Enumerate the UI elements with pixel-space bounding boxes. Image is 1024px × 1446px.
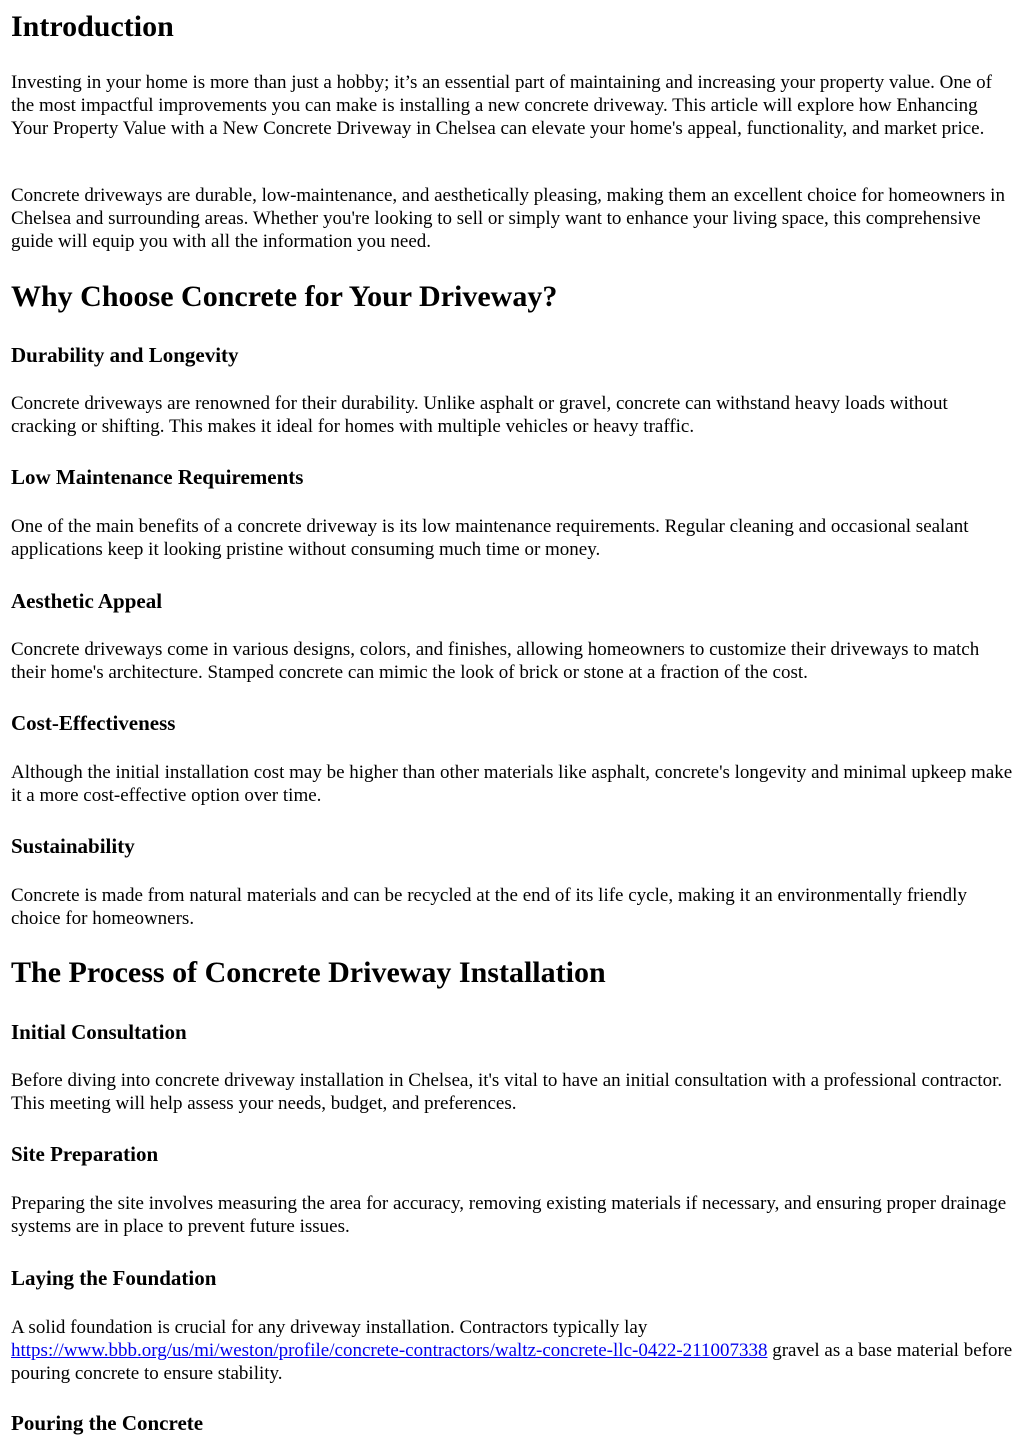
foundation-text-before: A solid foundation is crucial for any driveway installation. Contractors typically lay	[11, 1317, 648, 1338]
heading-sustainability: Sustainability	[11, 834, 135, 858]
heading-cost-effectiveness: Cost-Effectiveness	[11, 711, 176, 735]
heading-low-maintenance: Low Maintenance Requirements	[11, 465, 304, 489]
heading-introduction: Introduction	[11, 10, 174, 43]
intro-paragraph-1: Investing in your home is more than just a hobby; it’s an essential part of maintaining and increasing your property value. One of the most impactful improvements you can make is installing a new concrete driveway. This article will explore how Enhancing Your Property Value with a New Concrete Driveway in Chelsea can elevate your home's appeal, functionality, and market price.	[11, 72, 992, 139]
maintenance-paragraph: One of the main benefits of a concrete driveway is its low maintenance requirements. Regular cleaning and occasional sealant applications keep it looking pristine without consuming much time or money.	[11, 516, 969, 560]
heading-aesthetic-appeal: Aesthetic Appeal	[11, 589, 163, 613]
heading-installation-process: The Process of Concrete Driveway Installation	[11, 956, 606, 989]
heading-initial-consultation: Initial Consultation	[11, 1020, 187, 1044]
sustainability-paragraph: Concrete is made from natural materials and can be recycled at the end of its life cycle, making it an environmentally friendly choice for homeowners.	[11, 885, 967, 929]
aesthetic-paragraph: Concrete driveways come in various designs, colors, and finishes, allowing homeowners to customize their driveways to match their home's architecture. Stamped concrete can mimic the look of brick or stone at a fraction of the cost.	[11, 639, 980, 683]
durability-paragraph: Concrete driveways are renowned for their durability. Unlike asphalt or gravel, concrete can withstand heavy loads without cracking or shifting. This makes it ideal for homes with multiple vehicles or heavy traffic.	[11, 393, 948, 437]
heading-laying-foundation: Laying the Foundation	[11, 1266, 217, 1290]
intro-paragraph-2: Concrete driveways are durable, low-maintenance, and aesthetically pleasing, making them an excellent choice for homeowners in Chelsea and surrounding areas. Whether you're looking to sell or simply want to enhance your living space, this comprehensive guide will equip you with all the information you need.	[11, 185, 1005, 252]
heading-why-choose-concrete: Why Choose Concrete for Your Driveway?	[11, 280, 558, 313]
foundation-text-after: gravel as a base material before pouring concrete to ensure stability.	[11, 1340, 1013, 1384]
site-preparation-paragraph: Preparing the site involves measuring the area for accuracy, removing existing materials if necessary, and ensuring proper drainage systems are in place to prevent future issues.	[11, 1193, 1007, 1237]
bbb-profile-link[interactable]: https://www.bbb.org/us/mi/weston/profile/concrete-contractors/waltz-concrete-llc-0422-211007338	[11, 1340, 768, 1361]
consultation-paragraph: Before diving into concrete driveway installation in Chelsea, it's vital to have an initial consultation with a professional contractor. This meeting will help assess your needs, budget, and preferences.	[11, 1070, 1003, 1114]
foundation-paragraph	[11, 1316, 1015, 1385]
heading-site-preparation: Site Preparation	[11, 1142, 159, 1166]
cost-paragraph: Although the initial installation cost may be higher than other materials like asphalt, concrete's longevity and minimal upkeep make it a more cost-effective option over time.	[11, 762, 1013, 806]
heading-durability: Durability and Longevity	[11, 343, 239, 367]
heading-pouring-concrete: Pouring the Concrete	[11, 1411, 204, 1435]
